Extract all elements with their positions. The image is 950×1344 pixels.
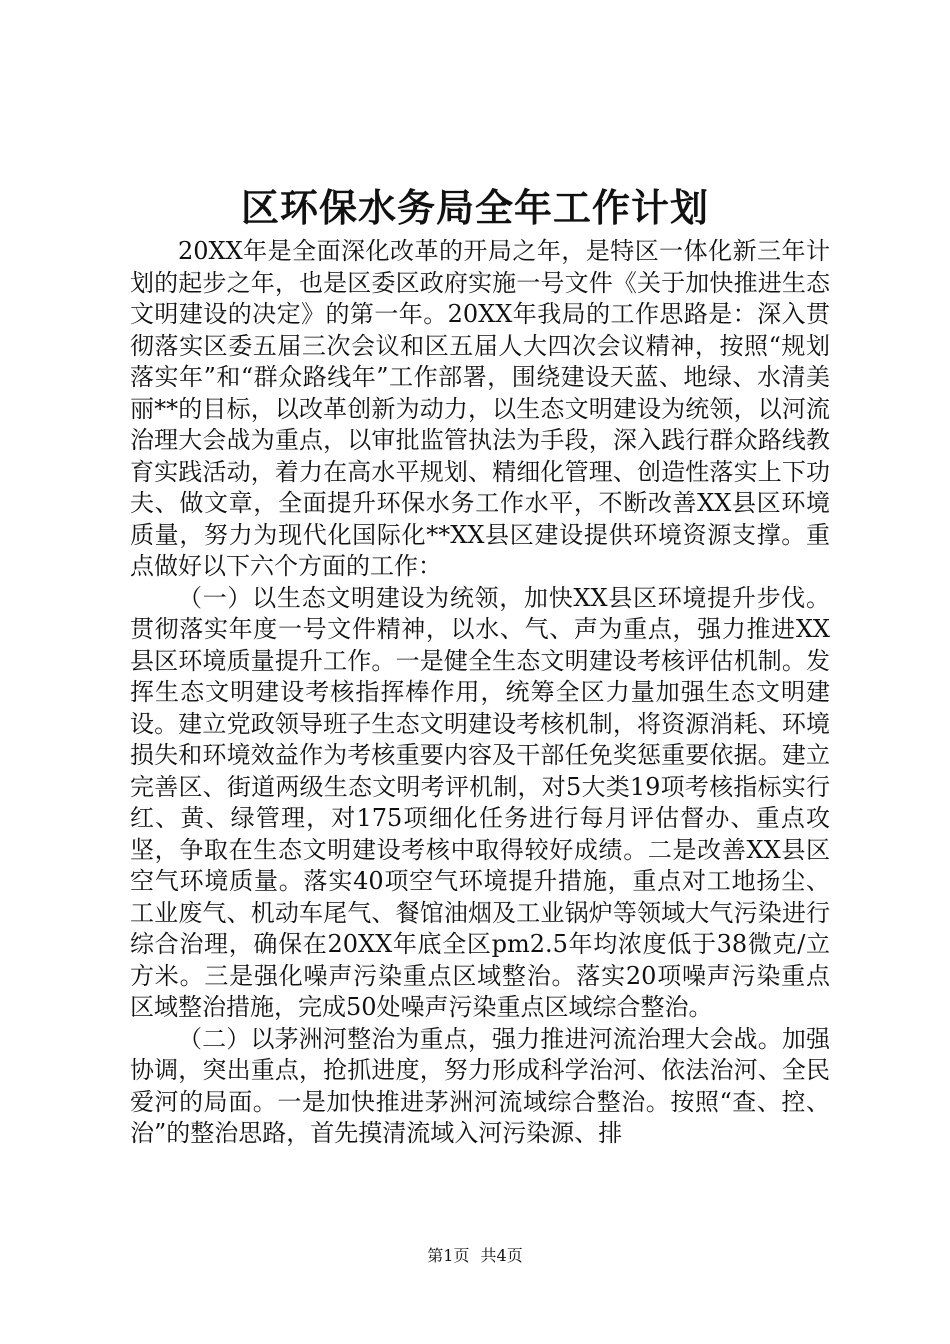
- document-body: [130, 236, 830, 1150]
- page-total: 共4页: [480, 1246, 523, 1265]
- document-title: 区环保水务局全年工作计划: [240, 185, 709, 230]
- page-number: 第1页: [427, 1246, 470, 1265]
- page-footer: [0, 1244, 950, 1268]
- paragraph-section-1: （一）以生态文明建设为统领，加快XX县区环境提升步伐。贯彻落实年度一号文件精神，以水、气、声为重点，强力推进XX县区环境质量提升工作。一是健全生态文明建设考核评估机制。发挥生态文明建设考核指挥棒作用，统筹全区力量加强生态文明建设。建立党政领导班子生态文明建设考核机制，将资源消耗、环境损失和环境效益作为考核重要内容及干部任免奖惩重要依据。建立完善区、街道两级生态文明考评机制，对5大类19项考核指标实行红、黄、绿管理，对175项细化任务进行每月评估督办、重点攻坚，争取在生态文明建设考核中取得较好成绩。二是改善XX县区空气环境质量。落实40项空气环境提升措施，重点对工地扬尘、工业废气、机动车尾气、餐馆油烟及工业锅炉等领域大气污染进行综合治理，确保在20XX年底全区pm2.5年均浓度低于38微克/立方米。三是强化噪声污染重点区域整治。落实20项噪声污染重点区域整治措施，完成50处噪声污染重点区域综合整治。: [130, 583, 830, 1021]
- paragraph-section-2: （二）以茅洲河整治为重点，强力推进河流治理大会战。加强协调，突出重点，抢抓进度，努力形成科学治河、依法治河、全民爱河的局面。一是加快推进茅洲河流域综合整治。按照“查、控、治”的整治思路，首先摸清流域入河污染源、排: [130, 1024, 830, 1147]
- paragraph-intro: 20XX年是全面深化改革的开局之年，是特区一体化新三年计划的起步之年，也是区委区政府实施一号文件《关于加快推进生态文明建设的决定》的第一年。20XX年我局的工作思路是：深入贯彻落实区委五届三次会议和区五届人大四次会议精神，按照“规划落实年”和“群众路线年”工作部署，围绕建设天蓝、地绿、水清美丽**的目标，以改革创新为动力，以生态文明建设为统领，以河流治理大会战为重点，以审批监管执法为手段，深入践行群众路线教育实践活动，着力在高水平规划、精细化管理、创造性落实上下功夫、做文章，全面提升环保水务工作水平，不断改善XX县区环境质量，努力为现代化国际化**XX县区建设提供环境资源支撑。重点做好以下六个方面的工作：: [130, 237, 830, 580]
